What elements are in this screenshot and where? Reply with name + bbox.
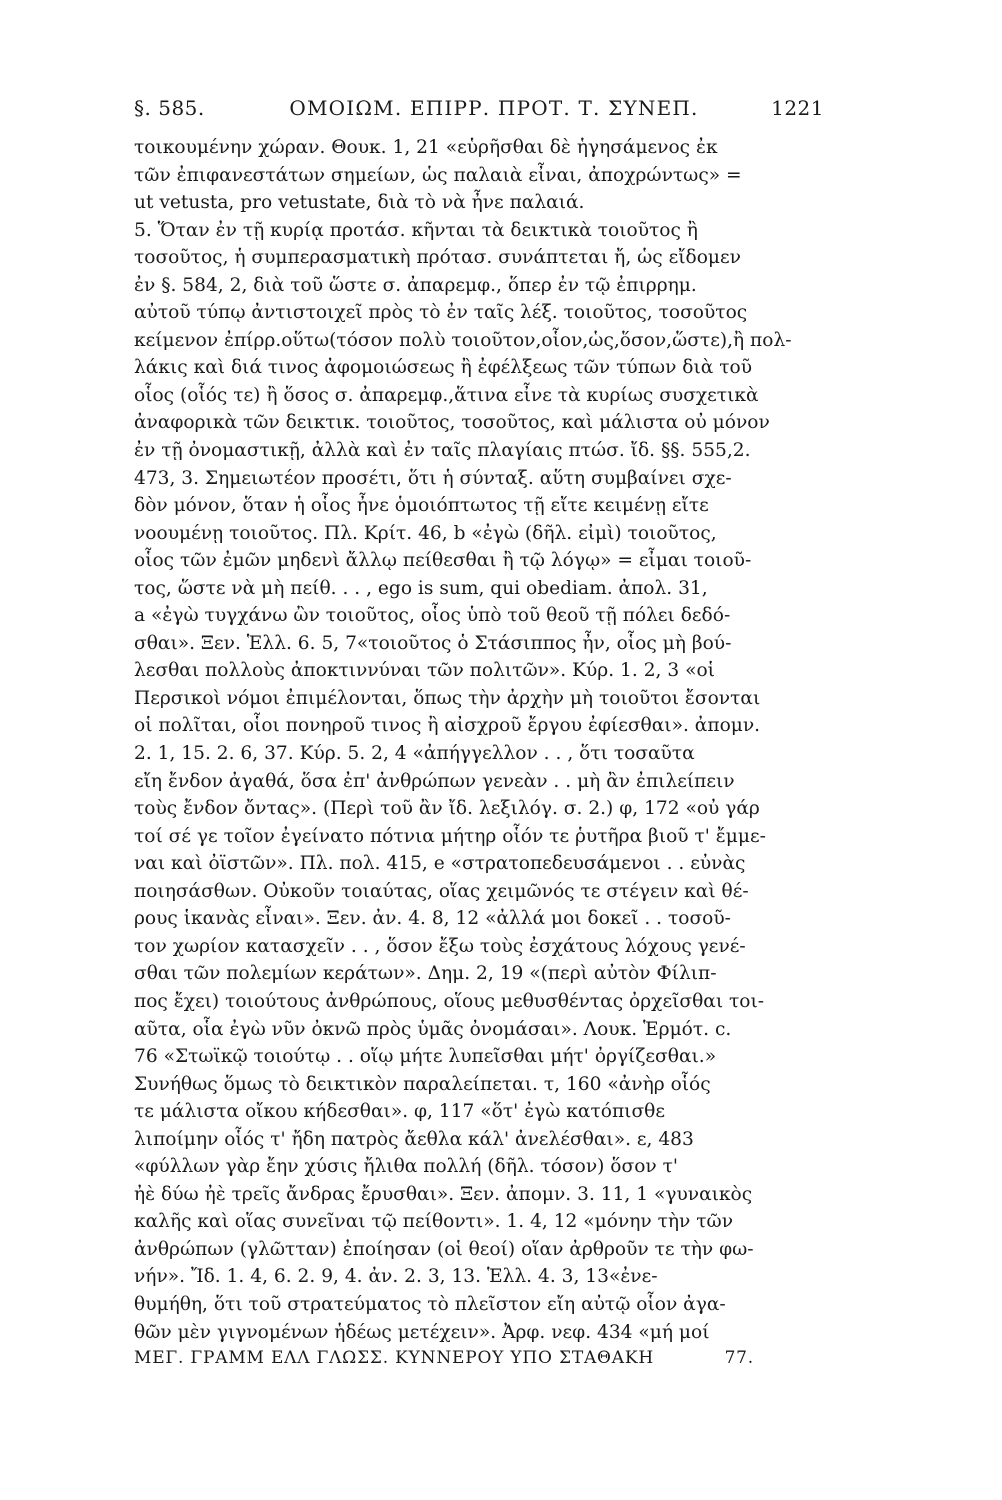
signature-text: ΜΕΓ. ΓΡΑΜΜ ΕΛΛ ΓΛΩΣΣ. ΚΥΝΝΕΡΟΥ ΥΠΟ ΣΤΑΘΑΚΗ [134, 1348, 654, 1369]
text-line: οἱ πολῖται, οἷοι πονηροῦ τινος ἢ αἰσχροῦ ἔργου ἐφίεσθαι». ἀπομν. [134, 715, 761, 737]
text-line: 76 «Στωϊκῷ τοιούτῳ . . οἵῳ μήτε λυπεῖσθαι μήτ' ὀργίζεσθαι.» [134, 1046, 717, 1068]
text-line: λιποίμην οἷός τ' ἤδη πατρὸς ἄεθλα κάλ' ἀνελέσθαι». ε, 483 [134, 1128, 694, 1150]
printer-signature [134, 1348, 754, 1368]
text-line: τος, ὥστε νὰ μὴ πείθ. . . , ego is sum, qui obediam. ἀπολ. 31, [134, 577, 708, 599]
text-line: τοικουμένην χώραν. Θουκ. 1, 21 «εὑρῆσθαι δὲ ἡγησάμενος ἐκ [134, 137, 718, 158]
text-line: αὐτοῦ τύπῳ ἀντιστοιχεῖ πρὸς τὸ ἐν ταῖς λέξ. τοιοῦτος, τοσοῦτος [134, 302, 748, 324]
text-line: a «ἐγὼ τυγχάνω ὢν τοιοῦτος, οἷος ὑπὸ τοῦ θεοῦ τῇ πόλει δεδό- [134, 605, 731, 627]
text-line: ἀνθρώπων (γλῶτταν) ἐποίησαν (οἱ θεοί) οἵαν ἀρθροῦν τε τὴν φω- [134, 1238, 754, 1260]
text-line: σθαι». Ξεν. Ἑλλ. 6. 5, 7«τοιοῦτος ὁ Στάσιππος ἦν, οἷος μὴ βού- [134, 632, 732, 654]
text-line: πος ἔχει) τοιούτους ἀνθρώπους, οἵους μεθυσθέντας ὀρχεῖσθαι τοι- [134, 990, 765, 1012]
text-line: δὸν μόνον, ὅταν ἡ οἷος ἦνε ὁμοιόπτωτος τῇ εἴτε κειμένῃ εἴτε [134, 495, 709, 517]
text-line: 2. 1, 15. 2. 6, 37. Κύρ. 5. 2, 4 «ἀπήγγελλον . . , ὅτι τοσαῦτα [134, 743, 695, 765]
page-number: 1221 [771, 96, 824, 120]
text-line: 5. Ὅταν ἐν τῇ κυρίᾳ προτάσ. κῆνται τὰ δεικτικὰ τοιοῦτος ἢ [134, 219, 698, 241]
text-line: 473, 3. Σημειωτέον προσέτι, ὅτι ἡ σύνταξ. αὕτη συμβαίνει σχε- [134, 467, 732, 489]
text-line: θυμήθη, ὅτι τοῦ στρατεύματος τὸ πλεῖστον εἴη αὐτῷ οἷον ἀγα- [134, 1293, 726, 1315]
text-line: ἐν τῇ ὀνομαστικῇ, ἀλλὰ καὶ ἐν ταῖς πλαγίαις πτώσ. ἴδ. §§. 555,2. [134, 440, 751, 462]
text-line: ρους ἱκανὰς εἶναι». Ξεν. ἀν. 4. 8, 12 «ἀλλά μοι δοκεῖ . . τοσοῦ- [134, 908, 731, 930]
text-line: τῶν ἐπιφανεστάτων σημείων, ὡς παλαιὰ εἶναι, ἀποχρώντως» = [134, 164, 742, 186]
text-line: καλῆς καὶ οἵας συνεῖναι τῷ πείθοντι». 1. 4, 12 «μόνην τὴν τῶν [134, 1211, 733, 1233]
text-line: ποιησάσθων. Οὐκοῦν τοιαύτας, οἵας χειμῶνός τε στέγειν καὶ θέ- [134, 880, 749, 902]
text-line: ἀναφορικὰ τῶν δεικτικ. τοιοῦτος, τοσοῦτος, καὶ μάλιστα οὐ μόνον [134, 412, 770, 434]
text-line: νήν». Ἴδ. 1. 4, 6. 2. 9, 4. ἀν. 2. 3, 13. Ἑλλ. 4. 3, 13«ἐνε- [134, 1266, 658, 1288]
text-line: «φύλλων γὰρ ἔην χύσις ἤλιθα πολλή (δῆλ. τόσον) ὅσον τ' [134, 1156, 678, 1178]
running-header [134, 96, 824, 120]
body-text [134, 134, 824, 1346]
text-line: τον χωρίον κατασχεῖν . . , ὅσον ἔξω τοὺς ἐσχάτους λόχους γενέ- [134, 935, 746, 957]
text-line: ut vetusta, pro vetustate, διὰ τὸ νὰ ἦνε παλαιά. [134, 192, 585, 214]
text-line: ἐν §. 584, 2, διὰ τοῦ ὥστε σ. ἀπαρεμφ., ὅπερ ἐν τῷ ἐπιρρημ. [134, 274, 697, 296]
text-line: σθαι τῶν πολεμίων κεράτων». Δημ. 2, 19 «(περὶ αὐτὸν Φίλιπ- [134, 963, 717, 985]
text-line: τοὺς ἔνδον ὄντας». (Περὶ τοῦ ἂν ἴδ. λεξιλόγ. σ. 2.) φ, 172 «οὐ γάρ [134, 798, 760, 820]
text-line: οἷος (οἷός τε) ἢ ὅσος σ. ἀπαρεμφ.,ἅτινα εἶνε τὰ κυρίως συσχετικὰ [134, 384, 759, 406]
text-line: Περσικοὶ νόμοι ἐπιμέλονται, ὅπως τὴν ἀρχὴν μὴ τοιοῦτοι ἔσονται [134, 687, 761, 709]
text-line: θῶν μὲν γιγνομένων ἡδέως μετέχειν». Ἀρφ. νεφ. 434 «μή μοί [134, 1321, 710, 1343]
text-line: τοσοῦτος, ἡ συμπερασματικὴ πρότασ. συνάπτεται ἤ, ὡς εἴδομεν [134, 247, 741, 269]
page [134, 96, 824, 1368]
text-line: αῦτα, οἷα ἐγὼ νῦν ὀκνῶ πρὸς ὑμᾶς ὀνομάσαι». Λουκ. Ἑρμότ. c. [134, 1018, 732, 1040]
text-line: λεσθαι πολλοὺς ἀποκτιννύναι τῶν πολιτῶν». Κύρ. 1. 2, 3 «οἱ [134, 660, 715, 682]
section-number: §. 585. [134, 96, 205, 120]
text-line: νοουμένῃ τοιοῦτος. Πλ. Κρίτ. 46, b «ἐγὼ (δῆλ. εἰμὶ) τοιοῦτος, [134, 522, 717, 544]
text-line: εἴη ἔνδον ἀγαθά, ὅσα ἐπ' ἀνθρώπων γενεὰν . . μὴ ἂν ἐπιλείπειν [134, 770, 735, 792]
running-title: ΟΜΟΙΩΜ. ΕΠΙΡΡ. ΠΡΟΤ. Τ. ΣΥΝΕΠ. [289, 96, 699, 120]
text-line: κείμενον ἐπίρρ.οὕτω(τόσον πολὺ τοιοῦτον,οἷον,ὡς,ὅσον,ὥστε),ἢ πολ- [134, 329, 792, 351]
signature-mark: 77. [724, 1348, 754, 1369]
text-line: τε μάλιστα οἴκου κήδεσθαι». φ, 117 «ὅτ' ἐγὼ κατόπισθε [134, 1101, 665, 1123]
text-line: λάκις καὶ διά τινος ἀφομοιώσεως ἢ ἐφέλξεως τῶν τύπων διὰ τοῦ [134, 357, 753, 379]
text-line: ναι καὶ ὀϊστῶν». Πλ. πολ. 415, e «στρατοπεδευσάμενοι . . εὐνὰς [134, 853, 746, 875]
text-line: τοί σέ γε τοῖον ἐγείνατο πότνια μήτηρ οἷόν τε ῥυτῆρα βιοῦ τ' ἔμμε- [134, 825, 766, 847]
text-line: ἠὲ δύω ἠὲ τρεῖς ἄνδρας ἔρυσθαι». Ξεν. ἀπομν. 3. 11, 1 «γυναικὸς [134, 1183, 753, 1205]
text-line: οἷος τῶν ἐμῶν μηδενὶ ἄλλῳ πείθεσθαι ἢ τῷ λόγῳ» = εἶμαι τοιοῦ- [134, 550, 752, 572]
text-line: Συνήθως ὅμως τὸ δεικτικὸν παραλείπεται. τ, 160 «ἀνὴρ οἷός [134, 1073, 711, 1095]
